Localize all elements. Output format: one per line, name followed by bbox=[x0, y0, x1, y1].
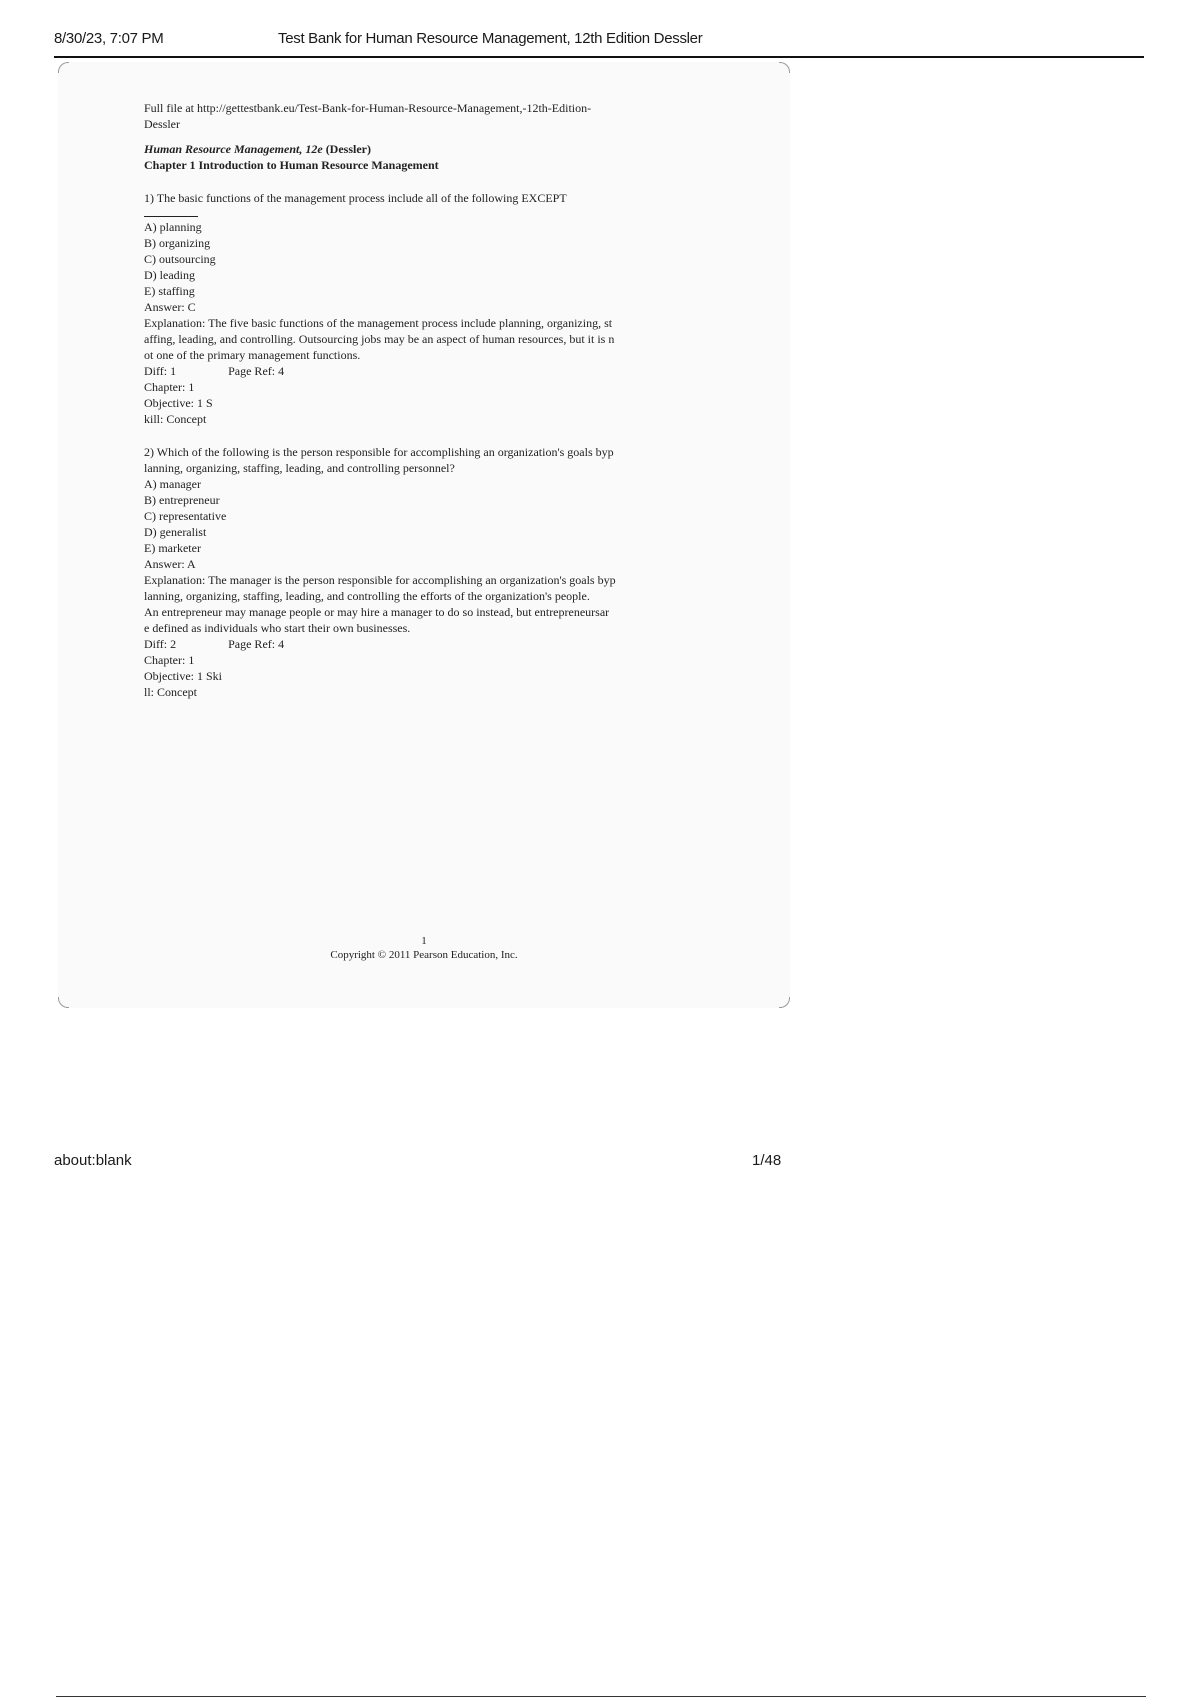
explanation-line: ot one of the primary management functions. bbox=[144, 348, 361, 362]
option: B) organizing bbox=[144, 236, 211, 250]
option: E) marketer bbox=[144, 541, 201, 555]
diff-page-ref bbox=[144, 636, 704, 652]
page-number: 1 bbox=[421, 935, 427, 947]
objective: Objective: 1 Ski bbox=[144, 669, 222, 683]
option: A) manager bbox=[144, 477, 201, 491]
print-footer-url: about:blank bbox=[54, 1152, 132, 1169]
option: D) leading bbox=[144, 268, 195, 282]
copyright: Copyright © 2011 Pearson Education, Inc. bbox=[330, 949, 518, 961]
explanation-line: Explanation: The manager is the person responsible for accomplishing an organization's goals byp bbox=[144, 573, 616, 587]
answer: Answer: C bbox=[144, 300, 196, 314]
bottom-rule bbox=[56, 1696, 1146, 1697]
page-footer bbox=[144, 934, 704, 962]
explanation-line: Explanation: The five basic functions of the management process include planning, organizing, st bbox=[144, 316, 613, 330]
source-line: Dessler bbox=[144, 117, 180, 131]
explanation-line: An entrepreneur may manage people or may hire a manager to do so instead, but entrepreneursar bbox=[144, 605, 610, 619]
skill: kill: Concept bbox=[144, 412, 207, 426]
question-block bbox=[144, 444, 704, 700]
option: B) entrepreneur bbox=[144, 493, 220, 507]
print-date: 8/30/23, 7:07 PM bbox=[54, 30, 164, 47]
book-title bbox=[144, 141, 704, 157]
objective: Objective: 1 S bbox=[144, 396, 213, 410]
difficulty: Diff: 1 bbox=[144, 364, 177, 378]
page-corner-mark bbox=[58, 62, 69, 73]
option: C) representative bbox=[144, 509, 227, 523]
source-note bbox=[144, 100, 704, 132]
source-line: Full file at http://gettestbank.eu/Test-Bank-for-Human-Resource-Management,-12th-Edition- bbox=[144, 101, 592, 115]
question-text: lanning, organizing, staffing, leading, and controlling personnel? bbox=[144, 461, 455, 475]
option: C) outsourcing bbox=[144, 252, 216, 266]
answer: Answer: A bbox=[144, 557, 196, 571]
chapter-ref: Chapter: 1 bbox=[144, 653, 195, 667]
diff-page-ref bbox=[144, 363, 704, 379]
explanation-line: e defined as individuals who start their own businesses. bbox=[144, 621, 411, 635]
print-footer-page-count: 1/48 bbox=[752, 1152, 782, 1169]
chapter-ref: Chapter: 1 bbox=[144, 380, 195, 394]
document-body bbox=[144, 100, 704, 717]
option: A) planning bbox=[144, 220, 202, 234]
book-title-author: (Dessler) bbox=[325, 142, 371, 156]
explanation-line: affing, leading, and controlling. Outsourcing jobs may be an aspect of human resources, but it is n bbox=[144, 332, 615, 346]
question-text: 1) The basic functions of the management process include all of the following EXCEPT bbox=[144, 191, 567, 205]
option: D) generalist bbox=[144, 525, 207, 539]
question-text: 2) Which of the following is the person responsible for accomplishing an organization's goals byp bbox=[144, 445, 614, 459]
page-ref: Page Ref: 4 bbox=[228, 637, 285, 651]
difficulty: Diff: 2 bbox=[144, 637, 177, 651]
chapter-title: Chapter 1 Introduction to Human Resource Management bbox=[144, 158, 439, 172]
page-ref: Page Ref: 4 bbox=[228, 364, 285, 378]
print-header bbox=[54, 28, 1144, 58]
print-title: Test Bank for Human Resource Management, 12th Edition Dessler bbox=[278, 30, 703, 47]
answer-blank bbox=[144, 206, 198, 217]
question-block bbox=[144, 190, 704, 427]
option: E) staffing bbox=[144, 284, 195, 298]
page-corner-mark bbox=[58, 997, 69, 1008]
page-corner-mark bbox=[779, 62, 790, 73]
page-corner-mark bbox=[779, 997, 790, 1008]
skill: ll: Concept bbox=[144, 685, 197, 699]
explanation-line: lanning, organizing, staffing, leading, and controlling the efforts of the organization's people. bbox=[144, 589, 590, 603]
book-title-italic: Human Resource Management, 12e bbox=[144, 142, 323, 156]
